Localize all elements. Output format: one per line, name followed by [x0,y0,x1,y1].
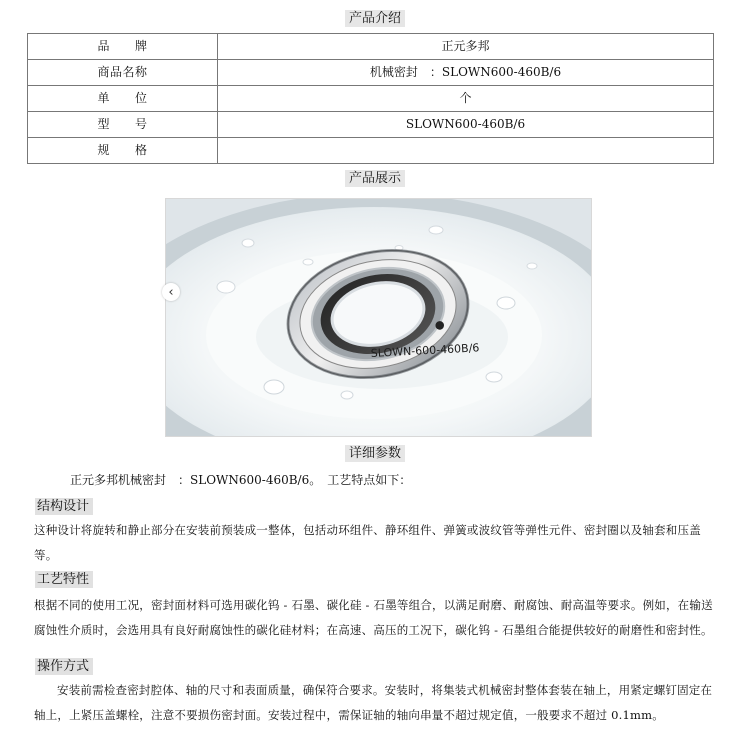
product-photo-illustration [166,199,591,436]
section-title-intro-label: 产品介绍 [345,10,405,27]
table-key-spec: 规 格 [28,138,218,164]
table-key-brand: 品 牌 [28,34,218,60]
table-key-unit: 单 位 [28,86,218,112]
section-title-display-label: 产品展示 [345,170,405,187]
table-value-spec [218,138,714,164]
operation-title: 操作方式 [35,658,93,675]
operation-text: 安装前需检查密封腔体、轴的尺寸和表面质量，确保符合要求。安装时，将集装式机械密封整体套装在轴上，用紧定螺钉固定在轴上，上紧压盖螺栓，注意不要损伤密封面。安装过程中，需保证轴的轴向串量不超过规定值，一般要求不超过 0.1mm。 [34,683,713,722]
section-title-display [0,170,750,188]
section-title-details [0,445,750,463]
structure-text: 这种设计将旋转和静止部分在安装前预装成一整体，包括动环组件、静环组件、弹簧或波纹管等弹性元件、密封圈以及轴套和压盖等。 [34,523,701,562]
section-title-details-label: 详细参数 [345,445,405,462]
ring-engraving: SLOWN-600-460B/6 [370,341,480,360]
table-row [28,60,714,86]
table-value-unit: 个 [218,86,714,112]
section-title-intro [0,10,750,28]
process-title: 工艺特性 [35,571,93,588]
previous-arrow-icon[interactable] [162,283,180,301]
process-text: 根据不同的使用工况，密封面材料可选用碳化钨 - 石墨、碳化硅 - 石墨等组合，以满足耐磨、耐腐蚀、耐高温等要求。例如，在输送腐蚀性介质时，会选用具有良好耐腐蚀性的碳化硅材料；在高速、高压的工况下，碳化钨 - 石墨组合能提供较好的耐磨性和密封性。 [34,598,713,637]
table-row [28,138,714,164]
table-row [28,112,714,138]
product-photo [165,198,592,437]
table-row [28,86,714,112]
table-key-product-name: 商品名称 [28,60,218,86]
table-value-product-name: 机械密封 ：SLOWN600-460B/6 [218,60,714,86]
product-info-table [27,33,714,164]
table-key-model: 型 号 [28,112,218,138]
structure-title: 结构设计 [35,498,93,515]
table-value-model: SLOWN600-460B/6 [218,112,714,138]
table-row [28,34,714,60]
table-value-brand: 正元多邦 [218,34,714,60]
previous-arrow-glyph: ‹ [168,284,174,300]
detail-headline: 正元多邦机械密封 ：SLOWN600-460B/6。 工艺特点如下： [70,473,412,487]
